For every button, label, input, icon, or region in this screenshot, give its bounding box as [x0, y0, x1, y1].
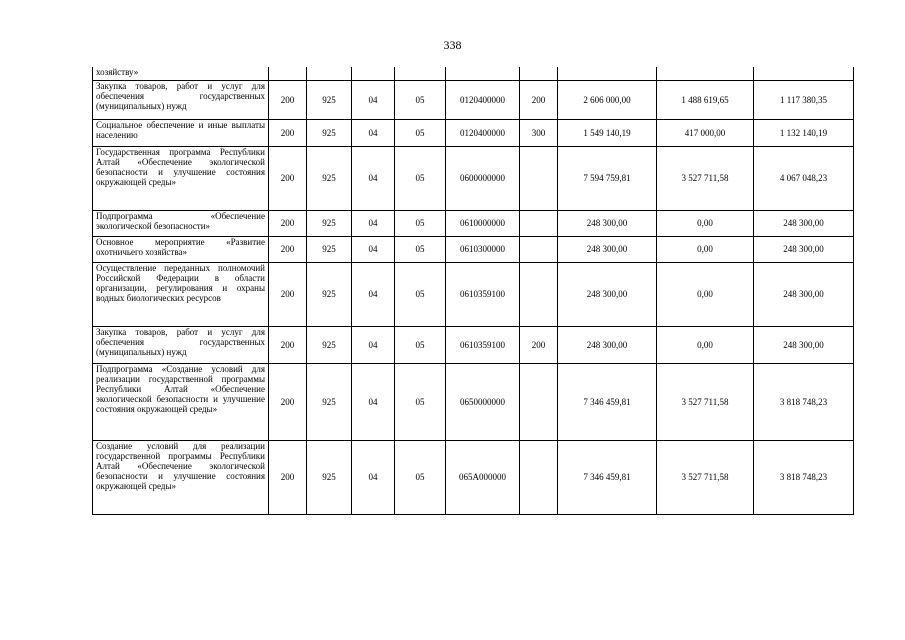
- subsection-code: 05: [395, 80, 446, 119]
- table-row: [93, 262, 854, 326]
- amount-regional: 1 117 380,35: [754, 80, 854, 119]
- ministry-code: 925: [307, 119, 352, 146]
- ministry-code: 925: [307, 80, 352, 119]
- subsection-code: 05: [395, 326, 446, 363]
- subsection-code: [395, 67, 446, 80]
- subsection-code: 05: [395, 146, 446, 210]
- amount-total: 1 549 140,19: [558, 119, 657, 146]
- amount-federal: 0,00: [657, 236, 754, 262]
- row-description: Социальное обеспечение и иные выплаты населению: [93, 119, 269, 146]
- target-article-code: 0610359100: [446, 326, 520, 363]
- amount-federal: 3 527 711,58: [657, 363, 754, 440]
- section-code: 04: [352, 80, 395, 119]
- section-code: 04: [352, 262, 395, 326]
- target-article-code: 065А000000: [446, 440, 520, 514]
- section-code: 04: [352, 119, 395, 146]
- row-description: Закупка товаров, работ и услуг для обеспечения государственных (муниципальных) нужд: [93, 326, 269, 363]
- target-article-code: 0610300000: [446, 236, 520, 262]
- amount-total: 248 300,00: [558, 262, 657, 326]
- row-description: Подпрограмма «Создание условий для реализации государственной программы Республики Алтай «Обеспечение экологической безопасности и улучшение состояния окружающей среды»: [93, 363, 269, 440]
- amount-regional: 248 300,00: [754, 262, 854, 326]
- amount-regional: 4 067 048,23: [754, 146, 854, 210]
- table-row: [93, 210, 854, 236]
- target-article-code: 0120400000: [446, 80, 520, 119]
- expense-type-code: [520, 262, 558, 326]
- receiver-code: 200: [269, 80, 307, 119]
- row-description: хозяйству»: [93, 67, 269, 80]
- receiver-code: 200: [269, 440, 307, 514]
- target-article-code: 0650000000: [446, 363, 520, 440]
- table-body: [93, 67, 854, 514]
- section-code: 04: [352, 363, 395, 440]
- ministry-code: [307, 67, 352, 80]
- section-code: 04: [352, 236, 395, 262]
- expense-type-code: [520, 146, 558, 210]
- amount-federal: 3 527 711,58: [657, 146, 754, 210]
- amount-total: 7 346 459,81: [558, 440, 657, 514]
- amount-total: 248 300,00: [558, 210, 657, 236]
- amount-regional: 248 300,00: [754, 326, 854, 363]
- section-code: 04: [352, 326, 395, 363]
- row-description: Закупка товаров, работ и услуг для обеспечения государственных (муниципальных) нужд: [93, 80, 269, 119]
- receiver-code: [269, 67, 307, 80]
- amount-regional: 1 132 140,19: [754, 119, 854, 146]
- receiver-code: 200: [269, 326, 307, 363]
- amount-total: 2 606 000,00: [558, 80, 657, 119]
- expense-type-code: [520, 67, 558, 80]
- ministry-code: 925: [307, 210, 352, 236]
- amount-regional: 3 818 748,23: [754, 363, 854, 440]
- expense-type-code: 200: [520, 326, 558, 363]
- row-description: Государственная программа Республики Алтай «Обеспечение экологической безопасности и улучшение состояния окружающей среды»: [93, 146, 269, 210]
- row-description: Основное мероприятие «Развитие охотничьего хозяйства»: [93, 236, 269, 262]
- table-row: [93, 119, 854, 146]
- table-row: [93, 440, 854, 514]
- amount-total: 248 300,00: [558, 236, 657, 262]
- subsection-code: 05: [395, 236, 446, 262]
- section-code: 04: [352, 146, 395, 210]
- amount-total: 7 346 459,81: [558, 363, 657, 440]
- amount-total: [558, 67, 657, 80]
- receiver-code: 200: [269, 262, 307, 326]
- subsection-code: 05: [395, 363, 446, 440]
- amount-federal: 417 000,00: [657, 119, 754, 146]
- amount-federal: 0,00: [657, 326, 754, 363]
- target-article-code: 0610359100: [446, 262, 520, 326]
- amount-federal: 1 488 619,65: [657, 80, 754, 119]
- expense-type-code: [520, 440, 558, 514]
- amount-total: 7 594 759,81: [558, 146, 657, 210]
- table-row: [93, 363, 854, 440]
- target-article-code: [446, 67, 520, 80]
- table-row: [93, 146, 854, 210]
- section-code: [352, 67, 395, 80]
- table-row: [93, 67, 854, 80]
- table-row: [93, 236, 854, 262]
- amount-regional: [754, 67, 854, 80]
- row-description: Подпрограмма «Обеспечение экологической безопасности»: [93, 210, 269, 236]
- amount-federal: 0,00: [657, 210, 754, 236]
- ministry-code: 925: [307, 262, 352, 326]
- amount-federal: 0,00: [657, 262, 754, 326]
- amount-regional: 248 300,00: [754, 236, 854, 262]
- receiver-code: 200: [269, 363, 307, 440]
- expense-type-code: [520, 363, 558, 440]
- receiver-code: 200: [269, 236, 307, 262]
- target-article-code: 0610000000: [446, 210, 520, 236]
- row-description: Создание условий для реализации государственной программы Республики Алтай «Обеспечение экологической безопасности и улучшение состояния окружающей среды»: [93, 440, 269, 514]
- target-article-code: 0120400000: [446, 119, 520, 146]
- expense-type-code: 200: [520, 80, 558, 119]
- row-description: Осуществление переданных полномочий Российской Федерации в области организации, регулирования и охраны водных биологических ресурсов: [93, 262, 269, 326]
- receiver-code: 200: [269, 119, 307, 146]
- section-code: 04: [352, 210, 395, 236]
- ministry-code: 925: [307, 146, 352, 210]
- ministry-code: 925: [307, 440, 352, 514]
- ministry-code: 925: [307, 236, 352, 262]
- target-article-code: 0600000000: [446, 146, 520, 210]
- subsection-code: 05: [395, 440, 446, 514]
- amount-regional: 248 300,00: [754, 210, 854, 236]
- expense-type-code: [520, 210, 558, 236]
- page-number: 338: [443, 38, 462, 52]
- expense-type-code: [520, 236, 558, 262]
- ministry-code: 925: [307, 326, 352, 363]
- receiver-code: 200: [269, 146, 307, 210]
- section-code: 04: [352, 440, 395, 514]
- expense-type-code: 300: [520, 119, 558, 146]
- budget-table: [92, 67, 854, 515]
- table-row: [93, 326, 854, 363]
- amount-federal: [657, 67, 754, 80]
- amount-total: 248 300,00: [558, 326, 657, 363]
- amount-federal: 3 527 711,58: [657, 440, 754, 514]
- subsection-code: 05: [395, 262, 446, 326]
- amount-regional: 3 818 748,23: [754, 440, 854, 514]
- subsection-code: 05: [395, 210, 446, 236]
- receiver-code: 200: [269, 210, 307, 236]
- subsection-code: 05: [395, 119, 446, 146]
- table-row: [93, 80, 854, 119]
- ministry-code: 925: [307, 363, 352, 440]
